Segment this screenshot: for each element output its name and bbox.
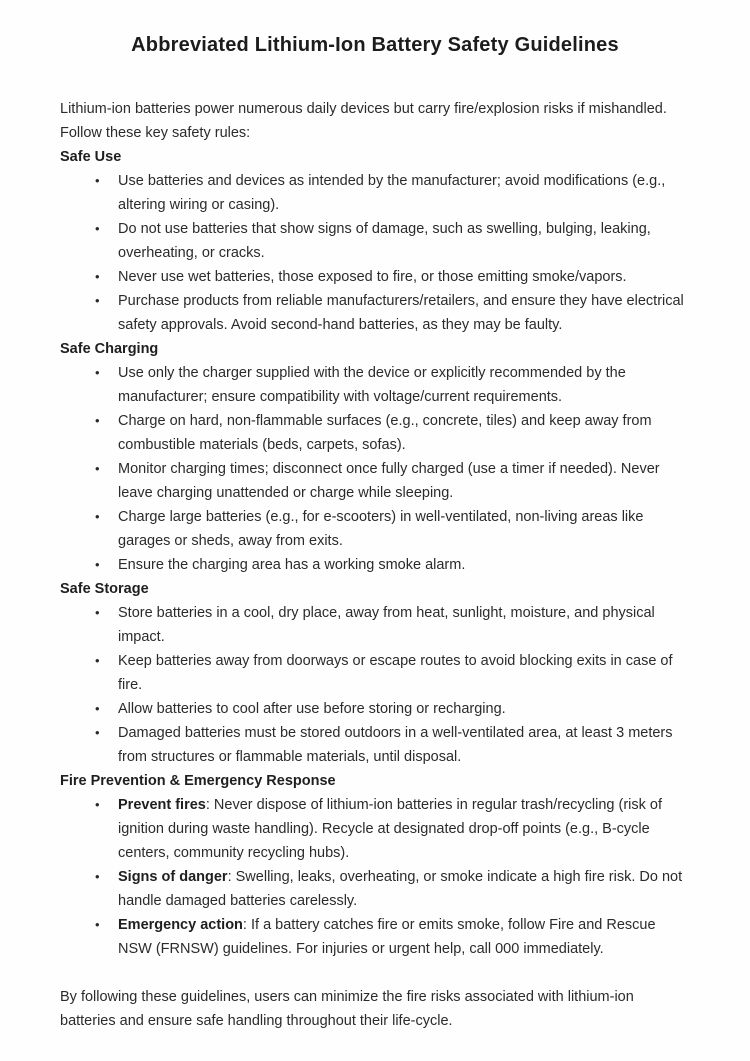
bullet-marker-icon: • bbox=[95, 725, 100, 740]
sections-container bbox=[60, 145, 690, 961]
bullet-item bbox=[95, 793, 690, 865]
bullet-text: Do not use batteries that show signs of damage, such as swelling, bulging, leaking, overheating, or cracks. bbox=[118, 221, 651, 261]
bullet-lead: Emergency action bbox=[118, 917, 243, 933]
bullet-marker-icon: • bbox=[95, 653, 100, 668]
bullet-marker-icon: • bbox=[95, 869, 100, 884]
bullet-marker-icon: • bbox=[95, 557, 100, 572]
bullet-marker-icon: • bbox=[95, 701, 100, 716]
bullet-text: Monitor charging times; disconnect once fully charged (use a timer if needed). Never leave charging unattended or charge while sleeping. bbox=[118, 461, 660, 501]
bullet-marker-icon: • bbox=[95, 797, 100, 812]
bullet-text: Charge on hard, non-flammable surfaces (e.g., concrete, tiles) and keep away from combustible materials (beds, carpets, sofas). bbox=[118, 413, 652, 453]
bullet-item bbox=[95, 169, 690, 217]
bullet-marker-icon: • bbox=[95, 269, 100, 284]
document-title: Abbreviated Lithium-Ion Battery Safety Guidelines bbox=[131, 34, 619, 56]
bullet-marker-icon: • bbox=[95, 221, 100, 236]
bullet-item bbox=[95, 913, 690, 961]
bullet-item bbox=[95, 697, 690, 721]
section-heading: Safe Use bbox=[60, 149, 122, 165]
bullet-marker-icon: • bbox=[95, 509, 100, 524]
bullet-text: : If a battery catches fire or emits smoke, follow Fire and Rescue NSW (FRNSW) guidelines. For injuries or urgent help, call 000 immediately. bbox=[118, 917, 656, 957]
bullet-list bbox=[60, 169, 690, 337]
bullet-text: Use batteries and devices as intended by the manufacturer; avoid modifications (e.g., altering wiring or casing). bbox=[118, 173, 666, 213]
bullet-item bbox=[95, 361, 690, 409]
bullet-item bbox=[95, 457, 690, 505]
bullet-item bbox=[95, 217, 690, 265]
closing-paragraph: By following these guidelines, users can minimize the fire risks associated with lithium-ion batteries and ensure safe handling throughout their life-cycle. bbox=[60, 989, 634, 1029]
bullet-item bbox=[95, 265, 690, 289]
bullet-text: : Never dispose of lithium-ion batteries in regular trash/recycling (risk of ignition during waste handling). Recycle at designated drop-off points (e.g., B-cycle centers, community recycling hubs). bbox=[118, 797, 662, 861]
bullet-marker-icon: • bbox=[95, 173, 100, 188]
bullet-marker-icon: • bbox=[95, 461, 100, 476]
bullet-text: Allow batteries to cool after use before storing or recharging. bbox=[118, 701, 506, 717]
bullet-item bbox=[95, 721, 690, 769]
bullet-text: Damaged batteries must be stored outdoors in a well-ventilated area, at least 3 meters from structures or flammable materials, until disposal. bbox=[118, 725, 673, 765]
intro-paragraph: Lithium-ion batteries power numerous daily devices but carry fire/explosion risks if mishandled. Follow these key safety rules: bbox=[60, 101, 667, 141]
bullet-marker-icon: • bbox=[95, 605, 100, 620]
bullet-marker-icon: • bbox=[95, 365, 100, 380]
bullet-text: Charge large batteries (e.g., for e-scooters) in well-ventilated, non-living areas like garages or sheds, away from exits. bbox=[118, 509, 644, 549]
section-heading: Safe Charging bbox=[60, 341, 159, 357]
bullet-item bbox=[95, 289, 690, 337]
bullet-marker-icon: • bbox=[95, 413, 100, 428]
bullet-item bbox=[95, 505, 690, 553]
section-heading: Safe Storage bbox=[60, 581, 149, 597]
bullet-item bbox=[95, 409, 690, 457]
bullet-text: Ensure the charging area has a working smoke alarm. bbox=[118, 557, 466, 573]
bullet-item bbox=[95, 649, 690, 697]
bullet-list bbox=[60, 601, 690, 769]
bullet-lead: Prevent fires bbox=[118, 797, 206, 813]
bullet-item bbox=[95, 601, 690, 649]
section-heading: Fire Prevention & Emergency Response bbox=[60, 773, 336, 789]
bullet-text: Never use wet batteries, those exposed to fire, or those emitting smoke/vapors. bbox=[118, 269, 627, 285]
bullet-text: Store batteries in a cool, dry place, away from heat, sunlight, moisture, and physical impact. bbox=[118, 605, 655, 645]
bullet-list bbox=[60, 361, 690, 577]
bullet-text: Purchase products from reliable manufacturers/retailers, and ensure they have electrical safety approvals. Avoid second-hand batteries, as they may be faulty. bbox=[118, 293, 684, 333]
bullet-item bbox=[95, 865, 690, 913]
bullet-list bbox=[60, 793, 690, 961]
document-body bbox=[60, 97, 690, 1033]
bullet-item bbox=[95, 553, 690, 577]
bullet-text: Use only the charger supplied with the device or explicitly recommended by the manufacturer; ensure compatibility with voltage/current requirements. bbox=[118, 365, 626, 405]
bullet-text: Keep batteries away from doorways or escape routes to avoid blocking exits in case of fire. bbox=[118, 653, 673, 693]
bullet-text: : Swelling, leaks, overheating, or smoke indicate a high fire risk. Do not handle damaged batteries carelessly. bbox=[118, 869, 683, 909]
bullet-marker-icon: • bbox=[95, 293, 100, 308]
bullet-lead: Signs of danger bbox=[118, 869, 228, 885]
bullet-marker-icon: • bbox=[95, 917, 100, 932]
